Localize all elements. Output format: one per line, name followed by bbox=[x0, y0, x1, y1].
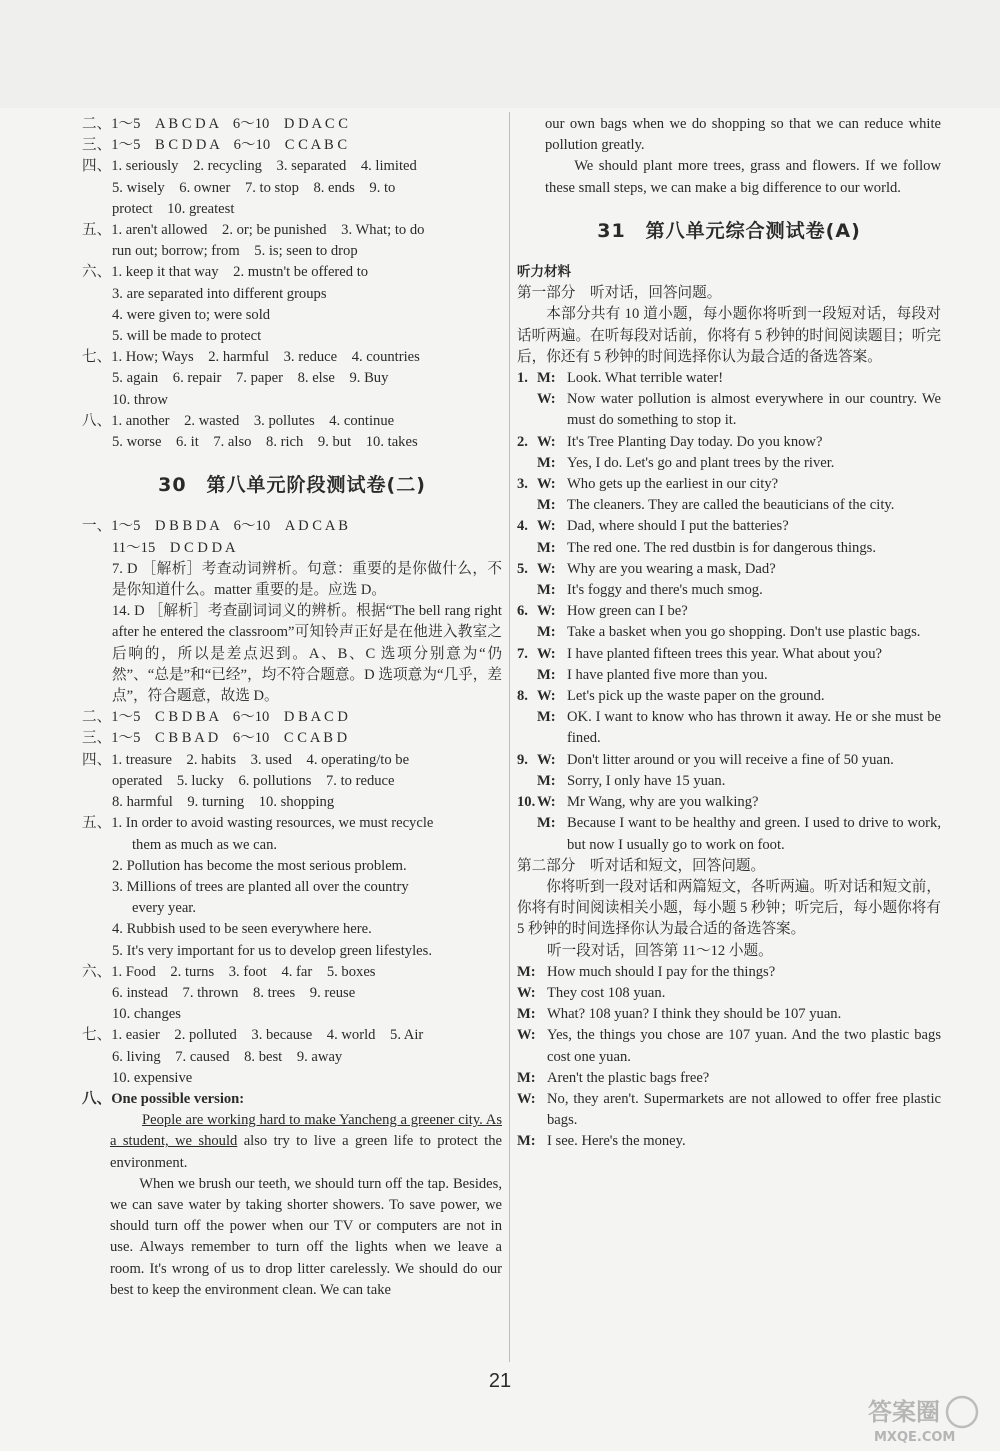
explanation-14: 14. D ［解析］考查副词词义的辨析。根据“The bell rang right after he entered the classroom”可知铃声正好是在他进入教室之后响的，所以是差点迟到。A、B、C 选项分别意为“仍然”、“总是”和“已经”，均不符合题意。D 选项意为“几乎，差点”，符合题意，故选 D。 bbox=[112, 603, 502, 705]
dialog-line bbox=[517, 983, 941, 1004]
answer-line: 5. will be made to protect bbox=[112, 328, 262, 345]
answer-line: 11～15 D C D D A bbox=[112, 539, 236, 556]
speaker-label: W: bbox=[537, 603, 556, 620]
dialog-line bbox=[517, 792, 941, 813]
dialog-text: Dad, where should I put the batteries? bbox=[567, 518, 789, 535]
dialog-number bbox=[517, 580, 537, 601]
speaker-label: M: bbox=[537, 772, 556, 789]
dialog-text: They cost 108 yuan. bbox=[547, 984, 666, 1001]
speaker-label: M: bbox=[517, 1006, 536, 1023]
dialog-line bbox=[517, 453, 941, 474]
answer-line: 10. changes bbox=[112, 1006, 181, 1023]
answer-line: 6. instead 7. thrown 8. trees 9. reuse bbox=[112, 984, 356, 1001]
test30-answers-d bbox=[82, 813, 502, 961]
speaker-label: M: bbox=[537, 815, 556, 832]
speaker-label: W: bbox=[537, 518, 556, 535]
dialog-line bbox=[517, 750, 941, 771]
answer-line: 3. Millions of trees are planted all over the country bbox=[112, 878, 409, 895]
answer-line: 10. expensive bbox=[112, 1069, 193, 1086]
answer-line: 三、1～5 C B B A D 6～10 C C A B D bbox=[82, 730, 348, 747]
dialog-number: 3. bbox=[517, 476, 528, 493]
speaker-label: M: bbox=[537, 370, 556, 387]
answer-line: 8. harmful 9. turning 10. shopping bbox=[112, 794, 335, 811]
dialog-line bbox=[517, 1068, 941, 1089]
answer-line: 五、1. In order to avoid wasting resources, we must recycle bbox=[82, 815, 434, 832]
dialog-line bbox=[517, 686, 941, 707]
answer-line: 四、1. treasure 2. habits 3. used 4. operating/to be bbox=[82, 751, 410, 768]
speaker-label: M: bbox=[537, 582, 556, 599]
section-title-31: 31 第八单元综合测试卷(A) bbox=[597, 219, 861, 242]
answer-line: 二、1～5 C B D B A 6～10 D B A C D bbox=[82, 709, 348, 726]
answer-line: 七、1. How; Ways 2. harmful 3. reduce 4. countries bbox=[82, 349, 420, 366]
speaker-label: M: bbox=[517, 1069, 536, 1086]
test30-answers-a bbox=[82, 516, 502, 558]
dialog-line bbox=[517, 474, 941, 495]
essay-paragraph-2: When we brush our teeth, we should turn off the tap. Besides, we can save water by taking shorter showers. To save power, we should turn off the power when our TV or computers are not in use. Always remember to turn off the lights when we leave a room. It's wrong of us to drop litter carelessly. We should do our best to keep the environment clean. We can take bbox=[110, 1175, 502, 1298]
answer-line: 5. worse 6. it 7. also 8. rich 9. but 10. takes bbox=[112, 434, 418, 451]
dialog-line bbox=[517, 962, 941, 983]
answer-line: every year. bbox=[132, 900, 197, 917]
dialog-text: No, they aren't. Supermarkets are not allowed to offer free plastic bags. bbox=[547, 1090, 941, 1129]
speaker-label: M: bbox=[517, 963, 536, 980]
dialog-text: What? 108 yuan? I think they should be 107 yuan. bbox=[547, 1006, 842, 1023]
answers-s4 bbox=[82, 156, 502, 220]
part-2-heading: 第二部分 听对话和短文，回答问题。 bbox=[517, 857, 766, 874]
dialog-line bbox=[517, 771, 941, 792]
answer-line: 三、1～5 B C D D A 6～10 C C A B C bbox=[82, 137, 348, 154]
answer-line: 五、1. aren't allowed 2. or; be punished 3. What; to do bbox=[82, 222, 425, 239]
dialog-line bbox=[517, 432, 941, 453]
dialog-number bbox=[517, 813, 537, 855]
answer-line: 10. throw bbox=[112, 391, 168, 408]
part-2-subheading: 听一段对话，回答第 11～12 小题。 bbox=[547, 942, 773, 959]
dialog-line bbox=[517, 580, 941, 601]
section-title-30: 30 第八单元阶段测试卷(二) bbox=[158, 474, 426, 497]
dialog-text: It's Tree Planting Day today. Do you know? bbox=[567, 433, 823, 450]
answer-line: 6. living 7. caused 8. best 9. away bbox=[112, 1048, 343, 1065]
essay-heading: 八、One possible version: bbox=[82, 1090, 245, 1107]
dialog-number bbox=[517, 665, 537, 686]
essay-continuation-2: We should plant more trees, grass and flowers. If we follow these small steps, we can make a big difference to our world. bbox=[545, 158, 941, 196]
dialog-text: I see. Here's the money. bbox=[547, 1133, 686, 1150]
answer-line: 二、1～5 A B C D A 6～10 D D A C C bbox=[82, 116, 348, 132]
speaker-label: W: bbox=[537, 794, 556, 811]
dialog-text: Who gets up the earliest in our city? bbox=[567, 476, 779, 493]
dialog-text: It's foggy and there's much smog. bbox=[567, 582, 763, 599]
explanation-7: 7. D ［解析］考查动词辨析。句意：重要的是你做什么，不是你知道什么。matter 重要的是。应选 D。 bbox=[112, 560, 502, 599]
answer-line: 四、1. seriously 2. recycling 3. separated 4. limited bbox=[82, 158, 417, 175]
dialog-text: OK. I want to know who has thrown it away. He or she must be fined. bbox=[567, 709, 941, 747]
left-column bbox=[82, 114, 502, 1301]
dialog-line bbox=[517, 1089, 941, 1131]
speaker-label: W: bbox=[537, 645, 556, 662]
page-number: 21 bbox=[488, 1370, 512, 1392]
essay-continuation: our own bags when we do shopping so that we can reduce white pollution greatly. bbox=[545, 116, 941, 154]
dialog-line bbox=[517, 1131, 941, 1152]
answers-s1-s3 bbox=[82, 114, 502, 156]
dialog-text: Aren't the plastic bags free? bbox=[547, 1069, 710, 1086]
dialog-number: 2. bbox=[517, 433, 528, 450]
dialog-text: Now water pollution is almost everywhere in our country. We must do something to stop it. bbox=[567, 391, 941, 429]
dialog-text: The red one. The red dustbin is for dangerous things. bbox=[567, 539, 876, 556]
dialog-text: Don't litter around or you will receive a fine of 50 yuan. bbox=[567, 751, 894, 768]
answer-line: 八、1. another 2. wasted 3. pollutes 4. continue bbox=[82, 412, 395, 429]
answer-line: run out; borrow; from 5. is; seen to drop bbox=[112, 243, 358, 260]
dialog-number: 5. bbox=[517, 560, 528, 577]
dialog-list bbox=[517, 368, 941, 856]
column-divider bbox=[509, 112, 510, 1362]
dialog-number: 10. bbox=[517, 794, 536, 811]
dialog-text: Look. What terrible water! bbox=[567, 370, 724, 387]
dialog-line bbox=[517, 368, 941, 389]
watermark-text: 答案圈 bbox=[868, 1398, 940, 1426]
dialog-text: Mr Wang, why are you walking? bbox=[567, 794, 759, 811]
speaker-label: W: bbox=[537, 433, 556, 450]
test30-answers-b bbox=[82, 707, 502, 749]
dialog-text: Sorry, I only have 15 yuan. bbox=[567, 772, 726, 789]
speaker-label: W: bbox=[517, 984, 536, 1001]
right-column bbox=[517, 114, 941, 1153]
essay-text: also try to live a green life to protect the environment. bbox=[110, 1133, 502, 1171]
dialog-line bbox=[517, 559, 941, 580]
dialog-text: The cleaners. They are called the beauticians of the city. bbox=[567, 497, 895, 514]
speaker-label: M: bbox=[537, 709, 556, 726]
dialog-number: 9. bbox=[517, 751, 528, 768]
watermark-site: MXQE.COM bbox=[874, 1430, 956, 1445]
dialog-number bbox=[517, 538, 537, 559]
answer-line: 六、1. keep it that way 2. mustn't be offered to bbox=[82, 264, 369, 281]
answers-s7 bbox=[82, 347, 502, 411]
answers-s6 bbox=[82, 262, 502, 347]
test30-answers-f bbox=[82, 1025, 502, 1089]
dialog-line bbox=[517, 601, 941, 622]
dialog-text: How much should I pay for the things? bbox=[547, 963, 776, 980]
dialog-line bbox=[517, 538, 941, 559]
speaker-label: M: bbox=[517, 1133, 536, 1150]
essay-underlined-text: People are working hard to make Yancheng a greener city. As a student, we should bbox=[110, 1112, 502, 1150]
essay-paragraph-1 bbox=[82, 1110, 502, 1174]
speaker-label: W: bbox=[537, 751, 556, 768]
dialog-number: 6. bbox=[517, 603, 528, 620]
dialog-line bbox=[517, 389, 941, 431]
speaker-label: M: bbox=[537, 666, 556, 683]
dialog-number: 8. bbox=[517, 688, 528, 705]
dialog-number bbox=[517, 771, 537, 792]
dialog-line bbox=[517, 622, 941, 643]
test30-answers-e bbox=[82, 962, 502, 1026]
listening-heading: 听力材料 bbox=[517, 264, 571, 281]
watermark-logo-icon bbox=[862, 1392, 982, 1446]
answer-line: 5. wisely 6. owner 7. to stop 8. ends 9. to bbox=[112, 179, 396, 196]
test30-answers-c bbox=[82, 750, 502, 814]
speaker-label: W: bbox=[517, 1027, 536, 1044]
dialog-number bbox=[517, 707, 537, 749]
speaker-label: M: bbox=[537, 497, 556, 514]
part-1-heading: 第一部分 听对话，回答问题。 bbox=[517, 285, 722, 302]
dialog-text: I have planted fifteen trees this year. What about you? bbox=[567, 645, 882, 662]
dialog-text: I have planted five more than you. bbox=[567, 666, 768, 683]
dialog-text: Because I want to be healthy and green. I used to drive to work, but now I usually go to work on foot. bbox=[567, 815, 941, 853]
dialog-line bbox=[517, 665, 941, 686]
dialog-line bbox=[517, 644, 941, 665]
speaker-label: M: bbox=[537, 539, 556, 556]
answer-line: them as much as we can. bbox=[132, 836, 278, 853]
dialog-number bbox=[517, 622, 537, 643]
dialog-line bbox=[517, 1004, 941, 1025]
answers-s5 bbox=[82, 220, 502, 262]
dialog-text: How green can I be? bbox=[567, 603, 688, 620]
dialog-number bbox=[517, 453, 537, 474]
part-1-description: 本部分共有 10 道小题，每小题你将听到一段短对话，每段对话听两遍。在听每段对话前，你将有 5 秒钟的时间阅读题目；听完后，你还有 5 秒钟的时间选择你认为最合适的备选答案。 bbox=[517, 306, 941, 365]
answer-line: 七、1. easier 2. polluted 3. because 4. world 5. Air bbox=[82, 1027, 424, 1044]
dialog-line bbox=[517, 1025, 941, 1067]
dialog-text: Why are you wearing a mask, Dad? bbox=[567, 560, 776, 577]
dialog-number bbox=[517, 389, 537, 431]
answer-line: 3. are separated into different groups bbox=[112, 285, 327, 302]
answer-line: protect 10. greatest bbox=[112, 200, 235, 217]
answer-line: 4. were given to; were sold bbox=[112, 306, 271, 323]
answer-line: 5. It's very important for us to develop green lifestyles. bbox=[112, 942, 432, 959]
top-margin bbox=[0, 0, 1000, 108]
speaker-label: W: bbox=[537, 688, 556, 705]
answer-line: 2. Pollution has become the most serious problem. bbox=[112, 857, 407, 874]
dialog-number: 1. bbox=[517, 370, 528, 387]
dialog-line bbox=[517, 707, 941, 749]
dialog-number: 7. bbox=[517, 645, 528, 662]
dialog-text: Take a basket when you go shopping. Don't use plastic bags. bbox=[567, 624, 921, 641]
answer-line: 六、1. Food 2. turns 3. foot 4. far 5. boxes bbox=[82, 963, 376, 980]
answer-line: 一、1～5 D B B D A 6～10 A D C A B bbox=[82, 518, 348, 535]
dialog-line bbox=[517, 495, 941, 516]
dialog-text: Yes, the things you chose are 107 yuan. And the two plastic bags cost one yuan. bbox=[547, 1027, 941, 1065]
dialog-line bbox=[517, 516, 941, 537]
speaker-label: W: bbox=[537, 391, 556, 408]
shopping-dialog bbox=[517, 962, 941, 1153]
answers-s8 bbox=[82, 411, 502, 453]
dialog-line bbox=[517, 813, 941, 855]
part-2-description: 你将听到一段对话和两篇短文，各听两遍。听对话和短文前，你将有时间阅读相关小题，每小题 5 秒钟；听完后，每小题你将有 5 秒钟的时间选择你认为最合适的备选答案。 bbox=[517, 878, 941, 938]
speaker-label: W: bbox=[537, 476, 556, 493]
speaker-label: M: bbox=[537, 624, 556, 641]
speaker-label: M: bbox=[537, 454, 556, 471]
dialog-number bbox=[517, 495, 537, 516]
dialog-text: Let's pick up the waste paper on the ground. bbox=[567, 688, 825, 705]
dialog-text: Yes, I do. Let's go and plant trees by the river. bbox=[567, 454, 835, 471]
answer-line: 5. again 6. repair 7. paper 8. else 9. Buy bbox=[112, 370, 389, 387]
speaker-label: W: bbox=[517, 1090, 536, 1107]
answer-line: 4. Rubbish used to be seen everywhere here. bbox=[112, 921, 372, 938]
speaker-label: W: bbox=[537, 560, 556, 577]
answer-line: operated 5. lucky 6. pollutions 7. to reduce bbox=[112, 772, 395, 789]
dialog-number: 4. bbox=[517, 518, 528, 535]
